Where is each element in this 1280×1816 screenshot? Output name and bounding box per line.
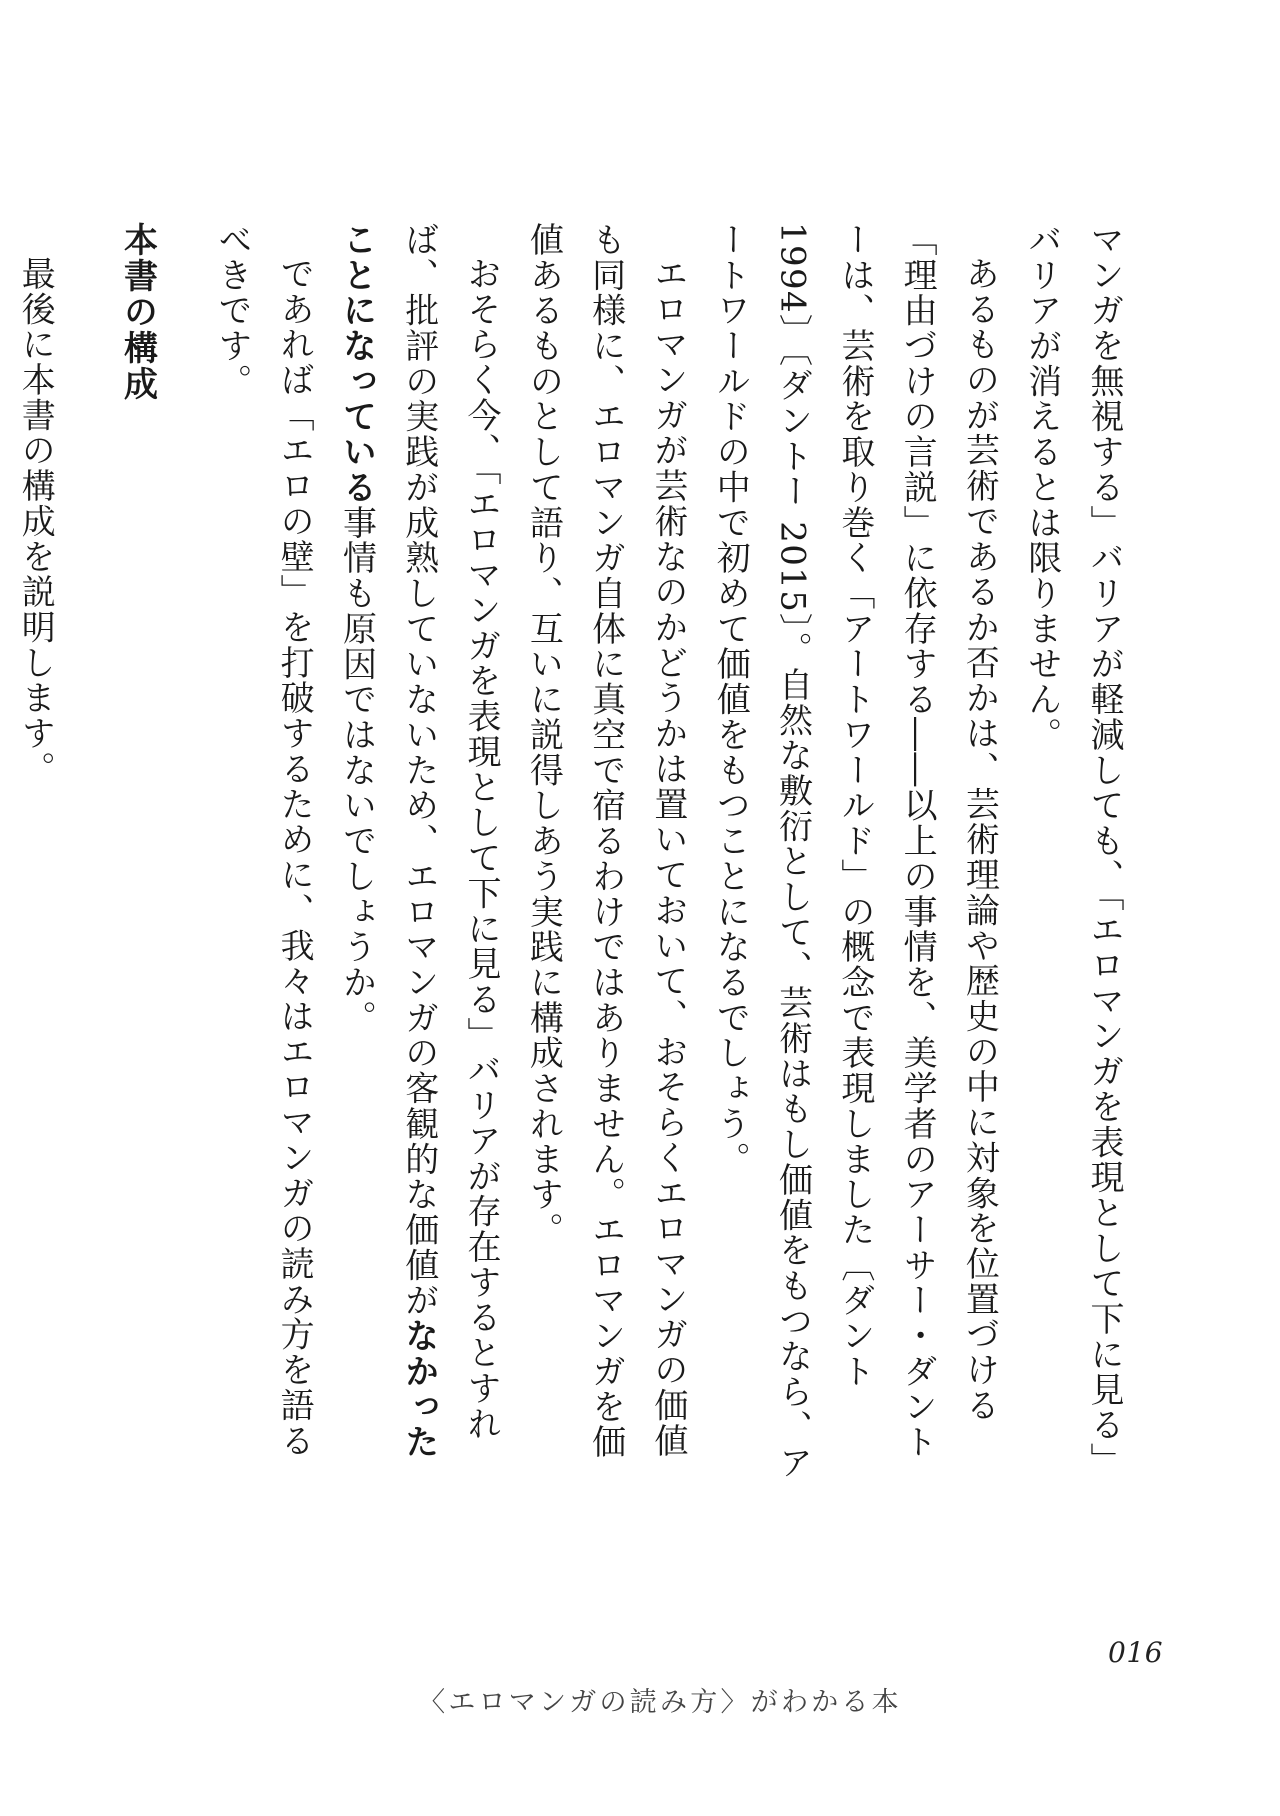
page-number: 016 [1108,1636,1164,1669]
paragraph-barrier-part1: おそらく今、「エロマンガを表現として下に見る」バリアが存在するとすれば、批評の実践が成熟していないため、エロマンガの客観的な価値が [398,222,502,1442]
paragraph-continued: マンガを無視する」バリアが軽減しても、「エロマンガを表現として下に見る」バリアが消えるとは限りません。 [1021,222,1124,1478]
section-heading: 本書の構成 [117,222,158,403]
emphasis-text: なかったことになっている [336,222,439,1460]
vertical-body-text [4,222,1135,1482]
paragraph-conclusion: であれば「エロの壁」を打破するために、我々はエロマンガの読み方を語るべきです。 [211,222,315,1459]
paragraph-danto: あるものが芸術であるか否かは、芸術理論や歴史の中に対象を位置づける「理由づけの言説」に依存する――以上の事情を、美学者のアーサー・ダントーは、芸術を取り巻く「アートワールド」の概念で表現しました〔ダント 1994〕〔ダントー 2015〕。自然な敷衍として、芸術はもし価値をもつなら、アートワールドの中で初めて価値をもつことになるでしょう。 [710,222,1000,1481]
paragraph-structure-intro: 最後に本書の構成を説明します。 [15,256,56,787]
paragraph-barrier [325,222,512,1482]
paragraph-eromanga-value: エロマンガが芸術なのかどうかは置いておいて、おそらくエロマンガの価値も同様に、エロマンガ自体に真空で宿るわけではありません。エロマンガを価値あるものとして語り、互いに説得しあう実践に構成されます。 [523,222,688,1460]
running-title: 〈エロマンガの読み方〉がわかる本 [418,1687,902,1718]
paragraph-barrier-part2: 事情も原因ではないでしょうか。 [336,504,377,1036]
